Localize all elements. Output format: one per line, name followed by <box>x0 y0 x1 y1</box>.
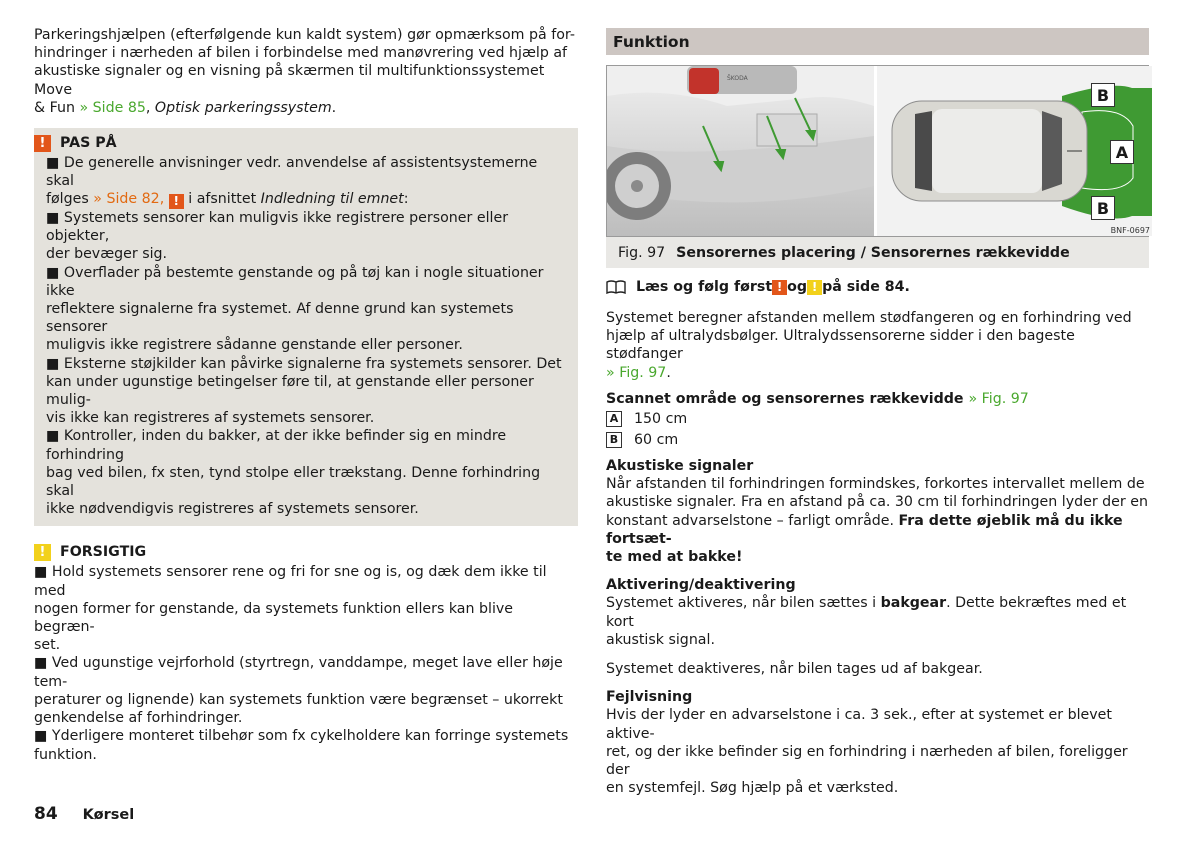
figure-label-b-top: B <box>1091 83 1115 107</box>
warning-header <box>34 132 566 154</box>
intro-italic-ref: Optisk parkeringssystem <box>154 99 332 116</box>
right-column <box>606 28 1149 797</box>
section-title: Funktion <box>606 28 1149 55</box>
activation-l1-bold: bakgear <box>880 595 947 612</box>
warning-title: PAS PÅ <box>60 135 117 152</box>
figure-caption <box>606 237 1149 268</box>
acoustic-line-1: Når afstanden til forhindringen formindskes, forkortes intervallet mellem de <box>606 476 1145 493</box>
intro-line-2: hindringer i nærheden af bilen i forbindelse med manøvrering ved hjælp af <box>34 45 568 62</box>
caution-title: FORSIGTIG <box>60 544 147 561</box>
acoustic-line-4 <box>606 548 1149 566</box>
caution-line: ■ Hold systemets sensorer rene og fri for sne og is, og dæk dem ikke til med <box>34 564 547 599</box>
warning-line-2 <box>46 190 566 209</box>
intro-page-link[interactable]: » Side 85 <box>79 99 146 116</box>
acoustic-line-3-bold: Fra dette øjeblik må du ikke fortsæt- <box>606 512 1123 547</box>
intro-paragraph <box>34 26 578 117</box>
figure-title: Sensorernes placering / Sensorernes rækkevidde <box>676 244 1070 261</box>
acoustic-line-3 <box>606 512 1149 548</box>
car-rear-illustration <box>607 66 874 236</box>
warning-inline-icon: ! <box>169 194 184 209</box>
range-key-b: B <box>606 432 622 448</box>
warning-line-2-end: : <box>403 191 409 208</box>
activation-line-1 <box>606 594 1149 630</box>
figure-97 <box>606 65 1149 237</box>
car-badge: ŠKODA <box>727 75 748 82</box>
rear-bumper-image <box>607 66 877 236</box>
top-view-image <box>877 66 1152 236</box>
warning-line-2-prefix: følges <box>46 191 94 208</box>
range-value-a: 150 cm <box>634 410 688 427</box>
figure-label-a: A <box>1110 140 1134 164</box>
scanned-title: Scannet område og sensorernes rækkevidde <box>606 390 969 407</box>
figure-code: BNF-0697 <box>1110 226 1150 235</box>
desc-line-3 <box>606 364 1149 382</box>
range-key-a: A <box>606 411 622 427</box>
fault-body <box>606 706 1149 797</box>
range-row-b <box>606 429 1149 450</box>
caution-body <box>34 563 578 763</box>
acoustic-line-4-bold: te med at bakke! <box>606 549 743 566</box>
warning-line: ikke nødvendigvis registreres af systemets sensorer. <box>46 501 419 518</box>
caution-ref-icon: ! <box>807 280 822 295</box>
deactivation-line: Systemet deaktiveres, når bilen tages ud af bakgear. <box>606 661 983 678</box>
caution-line: genkendelse af forhindringer. <box>34 710 243 727</box>
fault-line-1: Hvis der lyder en advarselstone i ca. 3 sek., efter at systemet er blevet aktive- <box>606 707 1112 742</box>
fault-line-3: en systemfejl. Søg hjælp på et værksted. <box>606 780 899 797</box>
warning-line: der bevæger sig. <box>46 246 168 263</box>
desc-end: . <box>666 364 671 381</box>
warning-line: reflektere signalerne fra systemet. Af denne grund kan systemets sensorer <box>46 301 514 336</box>
caution-icon: ! <box>34 544 51 561</box>
warning-box <box>34 128 578 526</box>
intro-sep: , <box>145 99 155 116</box>
figure-number: Fig. 97 <box>618 244 666 261</box>
caution-header <box>34 541 578 563</box>
caution-line: funktion. <box>34 746 97 763</box>
warning-ref-icon: ! <box>772 280 787 295</box>
read-first-pre: Læs og følg først <box>636 279 773 295</box>
activation-line-2: akustisk signal. <box>606 631 715 648</box>
warning-line: kan under ugunstige betingelser føre til, at genstande eller personer mulig- <box>46 373 534 409</box>
warning-line: ■ Eksterne støjkilder kan påvirke signalerne fra systemets sensorer. Det <box>46 355 562 372</box>
page-number: 84 <box>34 804 58 824</box>
warning-line-1: ■ De generelle anvisninger vedr. anvendelse af assistentsystemerne skal <box>46 155 538 190</box>
caution-line: ■ Ved ugunstige vejrforhold (styrtregn, vanddampe, meget lave eller høje tem- <box>34 655 563 690</box>
intro-line-4-prefix: & Fun <box>34 99 80 116</box>
fault-heading: Fejlvisning <box>606 689 693 706</box>
intro-line-3: akustiske signaler og en visning på skærmen til multifunktionssystemet Move <box>34 63 545 98</box>
acoustic-body <box>606 475 1149 566</box>
read-first-note <box>606 277 1149 297</box>
warning-body <box>46 154 566 518</box>
acoustic-line-2: akustiske signaler. Fra en afstand på ca. 30 cm til forhindringen lyder der en <box>606 494 1148 511</box>
chapter-title: Kørsel <box>82 807 135 823</box>
warning-icon: ! <box>34 135 51 152</box>
warning-line: ■ Overflader på bestemte genstande og på tøj kan i nogle situationer ikke <box>46 264 544 299</box>
acoustic-heading: Akustiske signaler <box>606 458 754 475</box>
warning-line: ■ Systemets sensorer kan muligvis ikke registrere personer eller objekter, <box>46 210 509 245</box>
desc-line-2: hjælp af ultralydsbølger. Ultralydssensorerne sidder i den bageste stødfanger <box>606 328 1075 363</box>
read-first-mid: og <box>787 279 808 295</box>
caution-line: ■ Yderligere monteret tilbehør som fx cykelholdere kan forringe systemets <box>34 728 569 745</box>
activation-l1-post: . Dette bekræftes med et kort <box>606 595 1127 630</box>
caution-line: nogen former for genstande, da systemets funktion ellers kan blive begræn- <box>34 600 514 636</box>
desc-line-1: Systemet beregner afstanden mellem stødfangeren og en forhindring ved <box>606 310 1132 326</box>
figure-label-b-bottom: B <box>1091 196 1115 220</box>
fault-line-2: ret, og der ikke befinder sig en forhindring i nærheden af bilen, foreligger der <box>606 743 1128 779</box>
activation-body <box>606 594 1149 678</box>
activation-heading: Aktivering/deaktivering <box>606 577 796 594</box>
scanned-fig-link[interactable]: » Fig. 97 <box>968 390 1029 407</box>
warning-line: bag ved bilen, fx sten, tynd stolpe eller trækstang. Denne forhindring skal <box>46 464 541 500</box>
scanned-area-heading <box>606 390 1149 408</box>
caution-box <box>34 541 578 763</box>
page-footer <box>34 804 134 824</box>
acoustic-line-3-pre: konstant advarselstone – farligt område. <box>606 512 899 529</box>
warning-line: ■ Kontroller, inden du bakker, at der ikke befinder sig en mindre forhindring <box>46 428 507 463</box>
read-first-post: på side 84. <box>822 279 910 295</box>
range-value-b: 60 cm <box>634 431 679 448</box>
warning-italic-ref: Indledning til emnet <box>260 191 404 208</box>
desc-fig-link[interactable]: » Fig. 97 <box>606 364 667 381</box>
warning-page-link[interactable]: » Side 82, <box>93 191 165 208</box>
intro-end: . <box>331 99 337 116</box>
left-column <box>34 26 578 764</box>
warning-line-2-mid: i afsnittet <box>183 191 261 208</box>
warning-line: vis ikke kan registreres af systemets sensorer. <box>46 410 375 427</box>
book-icon <box>606 280 626 294</box>
caution-line: peraturer og lignende) kan systemets funktion være begrænset – ukorrekt <box>34 691 563 708</box>
intro-line-1: Parkeringshjælpen (efterfølgende kun kaldt system) gør opmærksom på for- <box>34 27 575 43</box>
range-row-a <box>606 408 1149 429</box>
system-description <box>606 309 1149 382</box>
caution-line: set. <box>34 637 61 654</box>
activation-l1-pre: Systemet aktiveres, når bilen sættes i <box>606 595 881 612</box>
warning-line: muligvis ikke registrere sådanne genstande eller personer. <box>46 337 463 354</box>
intro-line-4 <box>34 99 578 117</box>
